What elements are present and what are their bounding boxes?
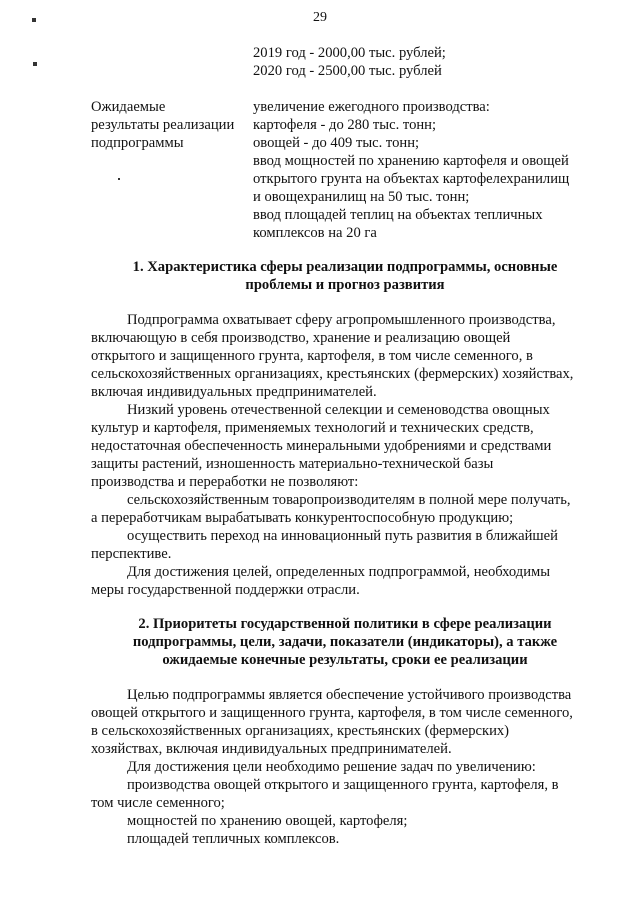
section-1-line: недостаточная обеспеченность минеральными удобрениями и средствами xyxy=(91,438,552,454)
section-2-line: хозяйствах, включая индивидуальных предпринимателей. xyxy=(91,741,452,757)
results-value-line: овощей - до 409 тыс. тонн; xyxy=(253,135,420,151)
funding-line: 2020 год - 2500,00 тыс. рублей xyxy=(253,63,442,79)
section-1-line: а переработчикам вырабатывать конкурентоспособную продукцию; xyxy=(91,510,514,526)
section-1-line: перспективе. xyxy=(91,546,172,562)
results-value-line: и овощехранилищ на 50 тыс. тонн; xyxy=(253,189,470,205)
results-value-line: увеличение ежегодного производства: xyxy=(253,99,490,115)
section-1-title: проблемы и прогноз развития xyxy=(245,277,445,293)
section-1-line: включающую в себя производство, хранение и реализацию овощей xyxy=(91,330,511,346)
section-1-line: Подпрограмма охватывает сферу агропромышленного производства, xyxy=(127,312,556,328)
section-2-line: Для достижения цели необходимо решение задач по увеличению: xyxy=(127,759,536,775)
section-1-line: меры государственной поддержки отрасли. xyxy=(91,582,360,598)
section-2-line: овощей открытого и защищенного грунта, картофеля, в том числе семенного, xyxy=(91,705,573,721)
section-2-title: 2. Приоритеты государственной политики в сфере реализации xyxy=(138,616,552,632)
section-2-title: ожидаемые конечные результаты, сроки ее реализации xyxy=(162,652,528,668)
section-2-line: производства овощей открытого и защищенного грунта, картофеля, в xyxy=(127,777,559,793)
section-2-line: площадей тепличных комплексов. xyxy=(127,831,340,847)
page-number: 29 xyxy=(313,10,327,25)
section-1-line: защиты растений, изношенность материально-технической базы xyxy=(91,456,494,472)
section-2-title: подпрограммы, цели, задачи, показатели (индикаторы), а также xyxy=(132,634,558,650)
section-1-title: 1. Характеристика сферы реализации подпрограммы, основные xyxy=(132,259,558,275)
results-label: результаты реализации xyxy=(91,117,235,133)
section-1-line: производства и переработки не позволяют: xyxy=(91,474,359,490)
section-1-line: сельскохозяйственных организациях, крестьянских (фермерских) хозяйствах, xyxy=(91,366,574,382)
results-value-line: картофеля - до 280 тыс. тонн; xyxy=(253,117,437,133)
results-value-line: комплексов на 20 га xyxy=(253,225,377,241)
section-2-line: том числе семенного; xyxy=(91,795,225,811)
section-1-line: Низкий уровень отечественной селекции и семеноводства овощных xyxy=(127,402,550,418)
results-label: Ожидаемые xyxy=(91,99,166,115)
section-2-line: в сельскохозяйственных организациях, крестьянских (фермерских) xyxy=(91,723,510,739)
section-1-line: сельскохозяйственным товаропроизводителям в полной мере получать, xyxy=(127,492,571,508)
section-2-line: мощностей по хранению овощей, картофеля; xyxy=(127,813,408,829)
section-2-line: Целью подпрограммы является обеспечение устойчивого производства xyxy=(127,687,572,703)
section-1-line: Для достижения целей, определенных подпрограммой, необходимы xyxy=(127,564,551,580)
results-value-line: ввод площадей теплиц на объектах тепличных xyxy=(253,207,543,223)
section-1-line: включая индивидуальных предпринимателей. xyxy=(91,384,377,400)
section-1-line: открытого и защищенного грунта, картофеля, в том числе семенного, в xyxy=(91,348,533,364)
section-1-line: осуществить переход на инновационный путь развития в ближайшей xyxy=(127,528,558,544)
results-label: подпрограммы xyxy=(91,135,184,151)
section-1-line: культур и картофеля, применяемых технологий и технических средств, xyxy=(91,420,534,436)
scan-mark xyxy=(33,62,37,66)
scan-mark xyxy=(118,178,120,180)
results-value-line: ввод мощностей по хранению картофеля и овощей xyxy=(253,153,569,169)
funding-line: 2019 год - 2000,00 тыс. рублей; xyxy=(253,45,446,61)
results-value-line: открытого грунта на объектах картофелехранилищ xyxy=(253,171,570,187)
